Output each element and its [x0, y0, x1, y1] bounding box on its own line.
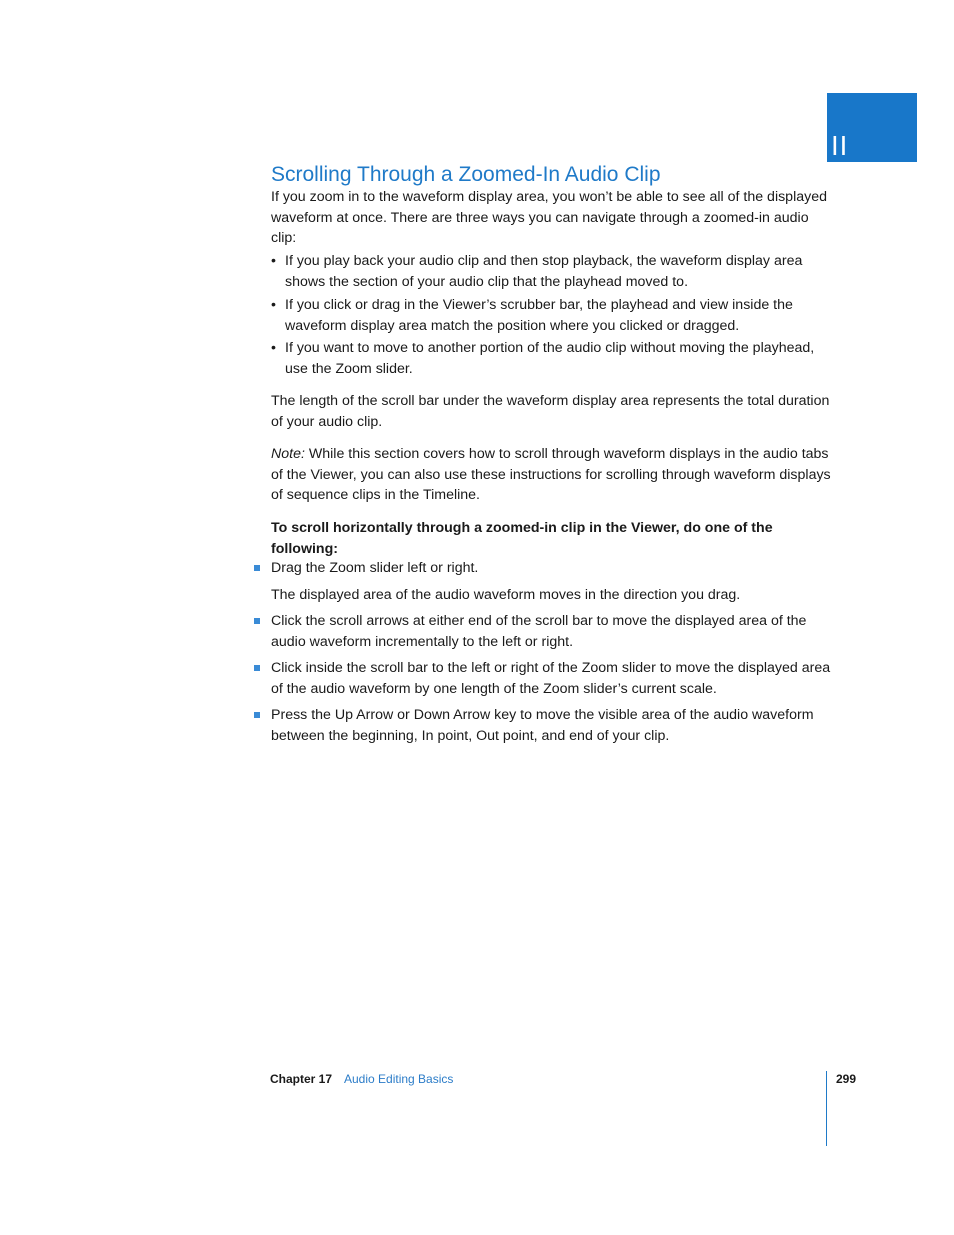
bullet-dot: • [271, 297, 276, 313]
footer-chapter-number: Chapter 17 [270, 1072, 333, 1086]
step-text: Click inside the scroll bar to the left or right of the Zoom slider to move the displayed area of the audio waveform by one length of the Zoom slider’s current scale. [271, 660, 831, 697]
step-text: Click the scroll arrows at either end of the scroll bar to move the displayed area of the audio waveform incrementally to the left or right. [271, 613, 807, 650]
step-marker-icon [254, 712, 260, 718]
bullet-dot: • [271, 340, 276, 356]
bullet-text: If you want to move to another portion of the audio clip without moving the playhead, use the Zoom slider. [285, 340, 815, 377]
step-marker-icon [254, 565, 260, 571]
part-tab-label: II [831, 132, 849, 162]
step-item [252, 558, 832, 579]
step-marker-icon [254, 618, 260, 624]
bullet-item [271, 251, 831, 292]
step-marker-icon [254, 665, 260, 671]
note-label: Note: [271, 446, 305, 462]
footer-chapter-title: Audio Editing Basics [344, 1072, 454, 1086]
bullet-item [271, 295, 831, 336]
intro-paragraph: If you zoom in to the waveform display area, you won’t be able to see all of the displayed waveform at once. There are three ways you can navigate through a zoomed-in audio clip: [271, 189, 827, 246]
footer-divider [826, 1071, 827, 1146]
task-heading: To scroll horizontally through a zoomed-in clip in the Viewer, do one of the following: [271, 520, 773, 557]
scroll-bar-paragraph: The length of the scroll bar under the waveform display area represents the total duration of your audio clip. [271, 393, 830, 430]
bullet-item [271, 338, 831, 379]
step-text: Press the Up Arrow or Down Arrow key to move the visible area of the audio waveform between the beginning, In point, Out point, and end of your clip. [271, 707, 814, 744]
part-tab [827, 93, 917, 162]
note-paragraph [271, 444, 831, 506]
step-result: The displayed area of the audio waveform moves in the direction you drag. [271, 587, 741, 603]
page-number: 299 [836, 1072, 857, 1086]
step-item [252, 658, 832, 699]
bullet-dot: • [271, 253, 276, 269]
bullet-text: If you click or drag in the Viewer’s scrubber bar, the playhead and view inside the waveform display area match the position where you clicked or dragged. [285, 297, 793, 334]
note-text: While this section covers how to scroll through waveform displays in the audio tabs of the Viewer, you can also use these instructions for scrolling through waveform displays of sequence clips in the Timeline. [271, 446, 831, 503]
step-text: Drag the Zoom slider left or right. [271, 560, 479, 576]
section-heading: Scrolling Through a Zoomed-In Audio Clip [271, 163, 661, 186]
step-item [252, 705, 832, 746]
bullet-text: If you play back your audio clip and then stop playback, the waveform display area shows the section of your audio clip that the playhead moved to. [285, 253, 803, 290]
step-item [252, 611, 832, 652]
